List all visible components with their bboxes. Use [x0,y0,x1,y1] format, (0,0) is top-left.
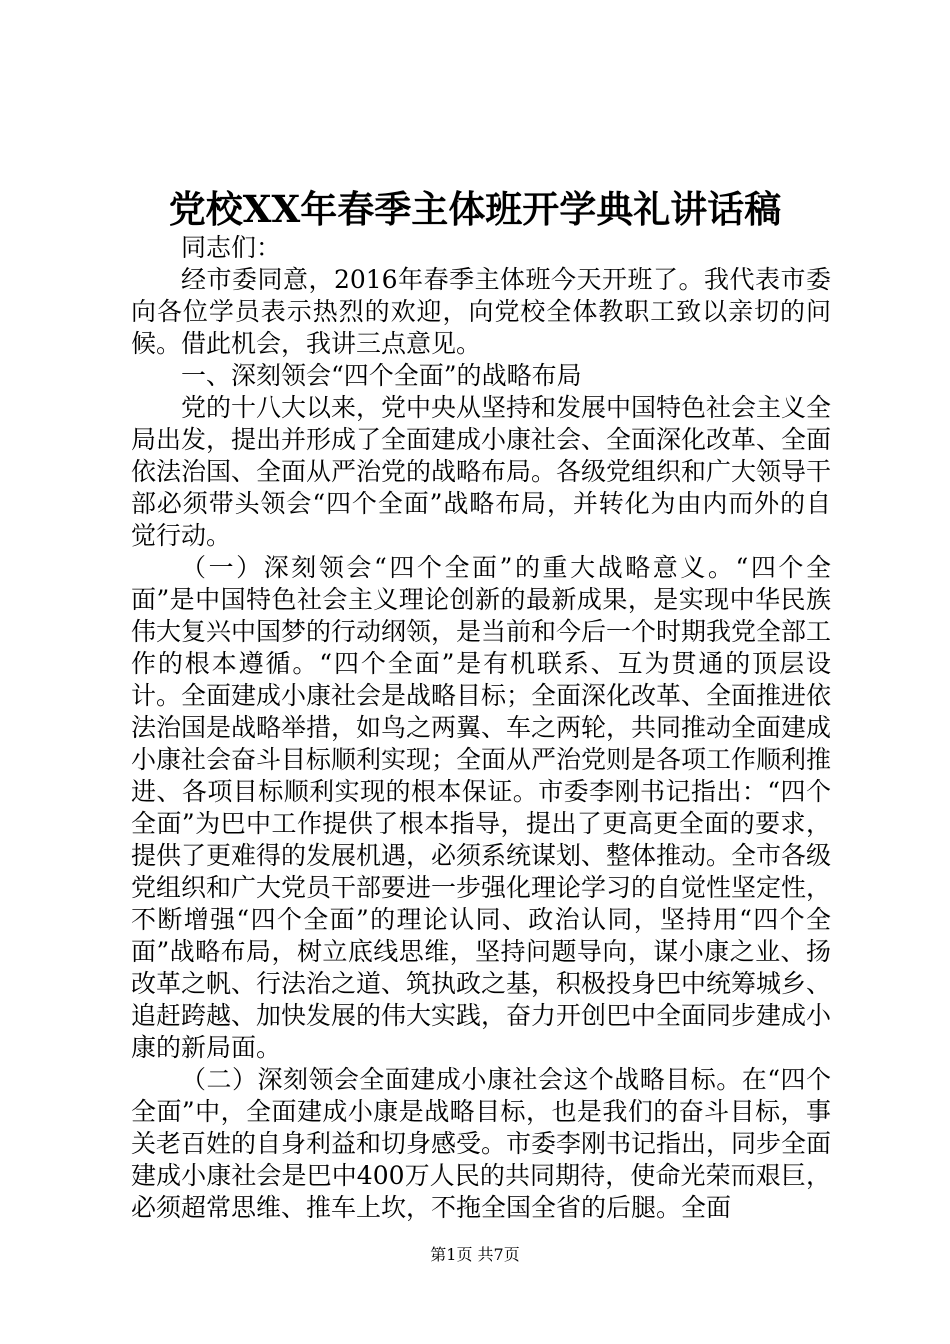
subsection-paragraph-1: （一）深刻领会“四个全面”的重大战略意义。“四个全面”是中国特色社会主义理论创新的最新成果，是实现中华民族伟大复兴中国梦的行动纲领，是当前和今后一个时期我党全部工作的根本遵循。“四个全面”是有机联系、互为贯通的顶层设计。全面建成小康社会是战略目标；全面深化改革、全面推进依法治国是战略举措，如鸟之两翼、车之两轮，共同推动全面建成小康社会奋斗目标顺利实现；全面从严治党则是各项工作顺利推进、各项目标顺利实现的根本保证。市委李刚书记指出：“四个全面”为巴中工作提供了根本指导，提出了更高更全面的要求，提供了更难得的发展机遇，必须系统谋划、整体推动。全市各级党组织和广大党员干部要进一步强化理论学习的自觉性坚定性，不断增强“四个全面”的理论认同、政治认同，坚持用“四个全面”战略布局，树立底线思维，坚持问题导向，谋小康之业、扬改革之帆、行法治之道、筑执政之基，积极投身巴中统筹城乡、追赶跨越、加快发展的伟大实践，奋力开创巴中全面同步建成小康的新局面。 [131,553,832,1062]
page-number-footer: 第1页 共7页 [430,1245,520,1264]
document-body [131,232,831,1224]
body-paragraph: 党的十八大以来，党中央从坚持和发展中国特色社会主义全局出发，提出并形成了全面建成小康社会、全面深化改革、全面依法治国、全面从严治党的战略布局。各级党组织和广大领导干部必须带头领会“四个全面”战略布局，并转化为由内而外的自觉行动。 [131,393,832,550]
subsection-paragraph-2: （二）深刻领会全面建成小康社会这个战略目标。在“四个全面”中，全面建成小康是战略目标，也是我们的奋斗目标，事关老百姓的自身利益和切身感受。市委李刚书记指出，同步全面建成小康社会是巴中400万人民的共同期待，使命光荣而艰巨，必须超常思维、推车上坎，不拖全国全省的后腿。全面 [131,1065,832,1222]
document-title: 党校XX年春季主体班开学典礼讲话稿 [168,187,782,231]
intro-paragraph: 经市委同意，2016年春季主体班今天开班了。我代表市委向各位学员表示热烈的欢迎，向党校全体教职工致以亲切的问候。借此机会，我讲三点意见。 [131,265,831,358]
salutation-paragraph: 同志们： [181,233,282,262]
section-heading-1: 一、深刻领会“四个全面”的战略布局 [181,361,582,390]
